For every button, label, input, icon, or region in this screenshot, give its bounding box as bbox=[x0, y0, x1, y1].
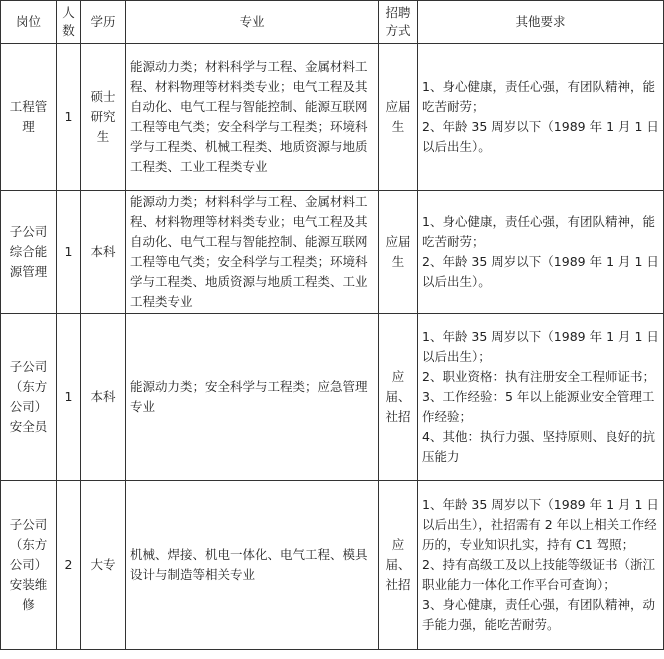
cell-requirements: 1、年龄 35 周岁以下（1989 年 1 月 1 日以后出生），社招需有 2 年以上相关工作经历的，专业知识扎实，持有 C1 驾照； 2、持有高级工及以上技能等级证书（浙江职业能力一体化工作平台可查询）； 3、身心健康，责任心强，有团队精神，动手能力强，能吃苦耐劳。 bbox=[418, 481, 664, 650]
cell-major: 能源动力类；材料科学与工程、金属材料工程、材料物理等材料类专业；电气工程及其自动化、电气工程与智能控制、能源互联网工程等电气类；安全科学与工程类；环境科学与工程类、地质资源与地质工程类、工业工程类专业 bbox=[126, 191, 379, 314]
header-education: 学历 bbox=[81, 1, 126, 44]
cell-major: 机械、焊接、机电一体化、电气工程、模具设计与制造等相关专业 bbox=[126, 481, 379, 650]
cell-education: 本科 bbox=[81, 314, 126, 481]
cell-major: 能源动力类；安全科学与工程类；应急管理专业 bbox=[126, 314, 379, 481]
header-major: 专业 bbox=[126, 1, 379, 44]
cell-count: 1 bbox=[57, 314, 81, 481]
cell-position: 工程管理 bbox=[1, 44, 57, 191]
header-position: 岗位 bbox=[1, 1, 57, 44]
cell-count: 2 bbox=[57, 481, 81, 650]
cell-position: 子公司综合能源管理 bbox=[1, 191, 57, 314]
cell-position: 子公司（东方公司）安全员 bbox=[1, 314, 57, 481]
cell-education: 大专 bbox=[81, 481, 126, 650]
cell-education: 本科 bbox=[81, 191, 126, 314]
cell-education: 硕士研究生 bbox=[81, 44, 126, 191]
header-requirements: 其他要求 bbox=[418, 1, 664, 44]
header-recruit-method: 招聘方式 bbox=[379, 1, 418, 44]
table-row bbox=[1, 481, 664, 650]
cell-count: 1 bbox=[57, 44, 81, 191]
cell-requirements: 1、年龄 35 周岁以下（1989 年 1 月 1 日以后出生）； 2、职业资格：执有注册安全工程师证书； 3、工作经验：5 年以上能源业安全管理工作经验； 4、其他：执行力强、坚持原则、良好的抗压能力 bbox=[418, 314, 664, 481]
table-row bbox=[1, 44, 664, 191]
cell-recruit-method: 应届、社招 bbox=[379, 481, 418, 650]
cell-position: 子公司（东方公司）安装维修 bbox=[1, 481, 57, 650]
table-row bbox=[1, 314, 664, 481]
cell-requirements: 1、身心健康，责任心强，有团队精神，能吃苦耐劳； 2、年龄 35 周岁以下（1989 年 1 月 1 日以后出生）。 bbox=[418, 191, 664, 314]
cell-requirements: 1、身心健康，责任心强，有团队精神，能吃苦耐劳； 2、年龄 35 周岁以下（1989 年 1 月 1 日以后出生）。 bbox=[418, 44, 664, 191]
header-row bbox=[1, 1, 664, 44]
cell-count: 1 bbox=[57, 191, 81, 314]
table-row bbox=[1, 191, 664, 314]
cell-recruit-method: 应届、社招 bbox=[379, 314, 418, 481]
cell-major: 能源动力类；材料科学与工程、金属材料工程、材料物理等材料类专业；电气工程及其自动化、电气工程与智能控制、能源互联网工程等电气类；安全科学与工程类；环境科学与工程类、机械工程类、地质资源与地质工程类、工业工程类专业 bbox=[126, 44, 379, 191]
cell-recruit-method: 应届生 bbox=[379, 44, 418, 191]
cell-recruit-method: 应届生 bbox=[379, 191, 418, 314]
header-count: 人数 bbox=[57, 1, 81, 44]
